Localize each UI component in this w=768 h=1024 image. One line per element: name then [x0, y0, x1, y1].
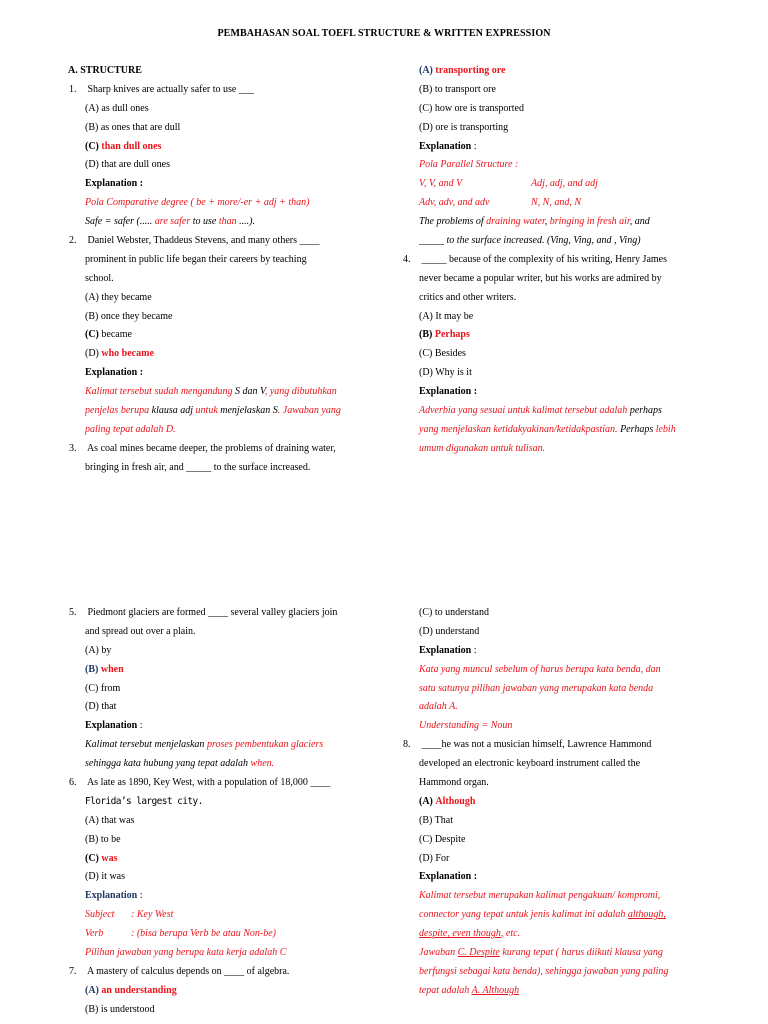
- q6-stem-line: Florida’s largest city.: [85, 795, 203, 807]
- text-span: A. Although: [471, 984, 520, 996]
- q2-option-c: [56, 326, 374, 345]
- text-span: Safe = safer (.....: [85, 216, 155, 228]
- q6-explanation-line: Pilihan jawaban yang berupa kata kerja adalah C: [85, 947, 287, 959]
- q8-explanation-line: [390, 982, 715, 1001]
- text-span: an understanding: [101, 984, 177, 996]
- text-span: penjelas berupa: [85, 405, 152, 417]
- text-span: Kalimat tersebut menjelaskan: [85, 739, 207, 751]
- page-title: PEMBAHASAN SOAL TOEFL STRUCTURE & WRITTEN EXPRESSION: [217, 28, 551, 39]
- q8-option-c: (C) Despite: [419, 833, 466, 845]
- q3-option-a: [390, 62, 715, 81]
- q7-explanation-heading: [390, 642, 715, 661]
- q6-explanation-heading: [56, 887, 374, 906]
- text-span: , yang dibutuhkan: [264, 386, 337, 398]
- text-span: V, V, and V: [419, 178, 463, 190]
- q5-option-a: (A) by: [85, 644, 112, 656]
- text-span: menjelaskan S: [220, 405, 278, 417]
- section-heading: [56, 62, 374, 81]
- text-span: , and: [629, 216, 650, 228]
- q4-explanation-heading: Explanation :: [419, 386, 478, 398]
- text-span: :: [471, 644, 477, 656]
- q2-option-b: (B) once they became: [85, 310, 173, 322]
- q4-explanation-line: umum digunakan untuk tulisan.: [419, 442, 546, 454]
- left-column-top: [56, 62, 374, 478]
- q7-explanation-line: satu satunya pilihan jawaban yang merupakan kata benda: [419, 682, 654, 694]
- text-span: The problems of: [419, 216, 487, 228]
- text-span: yang menjelaskan ketidakyakinan/ketidakpastian.: [419, 423, 618, 435]
- q3-explanation-line: _____ to the surface increased. (Ving, Ving, and , Ving): [419, 235, 641, 247]
- q1-text: Sharp knives are actually safer to use ___: [87, 83, 254, 95]
- text-span: proses pembentukan glaciers: [206, 739, 324, 751]
- q4-stem: [390, 251, 715, 270]
- q7-option-c: (C) to understand: [419, 607, 489, 618]
- text-span: (B): [85, 663, 99, 675]
- text-span: (A): [419, 65, 433, 76]
- text-span: ____he was not a musician himself, Lawrence Hammond: [421, 739, 652, 751]
- text-span: :: [471, 140, 477, 152]
- q5-explanation-heading: [56, 717, 374, 736]
- text-span: Subject: [85, 909, 115, 921]
- q1-option-a: (A) as dull ones: [85, 102, 149, 114]
- text-span: bringing in fresh air: [549, 216, 630, 228]
- q1-stem: [56, 81, 374, 100]
- text-span: (A): [85, 984, 99, 996]
- q7-option-a: [56, 982, 374, 1001]
- q3-explanation-line: [390, 194, 715, 213]
- text-span: tepat adalah: [419, 984, 472, 996]
- text-span: Although: [435, 795, 476, 807]
- text-span: Adv, adv, and adv: [419, 197, 490, 209]
- q6-explanation-line: [56, 925, 374, 944]
- text-span: . Jawaban yang: [277, 405, 341, 417]
- q2-number: 2.: [69, 235, 77, 247]
- q8-option-b: (B) That: [419, 814, 453, 826]
- q4-number: 4.: [403, 253, 411, 265]
- text-span: (A): [419, 795, 433, 807]
- text-span: perhaps: [629, 405, 662, 417]
- q6-number: 6.: [69, 777, 77, 789]
- q8-explanation-line: Kalimat tersebut merupakan kalimat pengakuan/ kompromi,: [419, 890, 661, 902]
- q8-explanation-heading: Explanation :: [419, 871, 478, 883]
- text-span: N, N, and, N: [531, 197, 582, 209]
- q4-option-c: (C) Besides: [419, 348, 466, 360]
- q3-option-d: (D) ore is transporting: [419, 121, 509, 133]
- text-span: A mastery of calculus depends on ____ of algebra.: [86, 965, 290, 977]
- text-span: , etc.: [500, 928, 521, 940]
- text-span: kurang tepat ( harus diikuti klausa yang: [499, 947, 663, 959]
- text-span: are safer: [154, 216, 191, 228]
- text-span: : Key West: [131, 909, 174, 921]
- q4-option-b: [390, 326, 715, 345]
- text-span: draining water: [486, 216, 545, 228]
- q1-option-b: (B) as ones that are dull: [85, 121, 181, 133]
- q8-explanation-line: [390, 944, 715, 963]
- text-span: lebih: [655, 423, 676, 435]
- text-span: became: [98, 329, 132, 341]
- q2-stem-line: prominent in public life began their careers by teaching: [85, 253, 307, 265]
- text-span: Explanation: [85, 890, 138, 902]
- text-span: ,: [544, 216, 550, 228]
- q5-option-d: (D) that: [85, 701, 117, 713]
- q1-option-c: [56, 138, 374, 157]
- text-span: when: [100, 663, 124, 675]
- text-span: than: [218, 216, 237, 228]
- text-span: _____ because of the complexity of his writing, Henry James: [421, 253, 667, 265]
- q2-stem-line: school.: [85, 272, 114, 284]
- text-span: (C): [85, 852, 99, 864]
- q3-number: 3.: [69, 442, 77, 454]
- q8-option-d: (D) For: [419, 852, 450, 864]
- q8-stem: [390, 736, 715, 755]
- text-span: : (bisa berupa Verb be atau Non-be): [131, 928, 276, 940]
- q4-option-d: (D) Why is it: [419, 367, 472, 379]
- text-span: ....).: [236, 216, 255, 228]
- q3-stem-line: bringing in fresh air, and _____ to the surface increased.: [85, 461, 311, 473]
- q8-option-a: [390, 793, 715, 812]
- text-span: when.: [250, 758, 275, 770]
- text-span: Explanation: [85, 720, 138, 732]
- q3-option-c: (C) how ore is transported: [419, 102, 524, 114]
- q5-number: 5.: [69, 607, 77, 618]
- q1-explanation-line: [56, 213, 374, 232]
- q8-stem-line: developed an electronic keyboard instrument called the: [419, 758, 641, 770]
- text-span: Daniel Webster, Thaddeus Stevens, and many others ____: [87, 235, 320, 247]
- q1-option-d: (D) that are dull ones: [85, 159, 170, 171]
- text-span: (D): [85, 348, 102, 360]
- q7-explanation-line: Understanding = Noun: [419, 720, 513, 732]
- text-span: As late as 1890, Key West, with a population of 18,000 ____: [86, 777, 331, 789]
- q7-stem: [56, 963, 374, 982]
- q5-stem: [56, 604, 374, 623]
- text-span: transporting ore: [435, 65, 506, 76]
- text-span: although,: [627, 909, 666, 921]
- text-span: S: [235, 386, 240, 398]
- q1-number: 1.: [69, 83, 77, 95]
- q2-option-d: [56, 345, 374, 364]
- text-span: untuk: [193, 405, 221, 417]
- q8-explanation-line: [390, 925, 715, 944]
- q6-explanation-line: [56, 906, 374, 925]
- q6-option-b: (B) to be: [85, 833, 121, 845]
- text-span: sehingga kata hubung yang tepat adalah: [85, 758, 251, 770]
- text-span: Perhaps: [617, 423, 656, 435]
- text-span: Adj, adj, and adj: [531, 178, 598, 190]
- text-span: As coal mines became deeper, the problems of draining water,: [86, 442, 336, 454]
- q7-option-d: (D) understand: [419, 625, 480, 637]
- q8-stem-line: Hammond organ.: [419, 777, 489, 789]
- q5-explanation-line: [56, 736, 374, 755]
- q8-explanation-line: [390, 906, 715, 925]
- text-span: who became: [101, 348, 154, 360]
- q7-option-b: (B) is understood: [85, 1003, 155, 1015]
- q4-explanation-line: [390, 421, 715, 440]
- q1-explanation-heading: Explanation :: [85, 178, 144, 190]
- text-span: Adverbia yang sesuai untuk kalimat tersebut adalah: [419, 405, 630, 417]
- q2-explanation-heading: Explanation :: [85, 367, 144, 379]
- text-span: connector yang tepat untuk jenis kalimat ini adalah: [419, 909, 628, 921]
- q2-explanation-line: paling tepat adalah D.: [85, 423, 176, 435]
- q2-explanation-line: [56, 383, 374, 402]
- q6-stem: [56, 774, 374, 793]
- q4-explanation-line: [390, 402, 715, 421]
- q1-option-c-label: (C): [85, 140, 99, 152]
- q2-explanation-line: [56, 402, 374, 421]
- q5-option-c: (C) from: [85, 682, 121, 694]
- q6-option-c: [56, 850, 374, 869]
- right-column-top: [390, 62, 715, 459]
- right-column-bottom: [390, 604, 715, 1001]
- q3-explanation-line: [390, 213, 715, 232]
- q2-option-a: (A) they became: [85, 291, 152, 303]
- text-span: C. Despite: [457, 947, 500, 959]
- q3-explanation-line: Pola Parallel Structure :: [419, 159, 519, 171]
- q4-option-a: (A) It may be: [419, 310, 474, 322]
- q6-option-a: (A) that was: [85, 814, 135, 826]
- q5-option-b: [56, 661, 374, 680]
- text-span: Piedmont glaciers are formed ____ several valley glaciers join: [87, 607, 338, 618]
- text-span: (C): [85, 329, 99, 341]
- q4-stem-line: critics and other writers.: [419, 291, 517, 303]
- text-span: to use: [190, 216, 219, 228]
- q7-explanation-line: adalah A.: [419, 701, 458, 713]
- q4-stem-line: never became a popular writer, but his works are admired by: [419, 272, 662, 284]
- text-span: Jawaban: [419, 947, 458, 959]
- q5-explanation-line: [56, 755, 374, 774]
- q8-explanation-line: berfungsi sebagai kata benda), sehingga jawaban yang paling: [419, 965, 669, 977]
- q7-explanation-line: Kata yang muncul sebelum of harus berupa kata benda, dan: [419, 663, 661, 675]
- q1-explanation-line: Pola Comparative degree ( be + more/-er + adj + than): [85, 197, 310, 209]
- section-a-label: A. STRUCTURE: [68, 65, 142, 76]
- left-column-bottom: [56, 604, 374, 1020]
- text-span: Explanation: [419, 644, 472, 656]
- text-span: Explanation: [419, 140, 472, 152]
- q7-number: 7.: [69, 965, 77, 977]
- text-span: :: [137, 890, 143, 902]
- text-span: Kalimat tersebut sudah mengandung: [85, 386, 235, 398]
- q3-explanation-line: [390, 175, 715, 194]
- text-span: was: [101, 852, 118, 864]
- q8-number: 8.: [403, 739, 411, 751]
- q3-stem: [56, 440, 374, 459]
- text-span: V: [260, 386, 265, 398]
- text-span: Perhaps: [434, 329, 470, 341]
- q3-explanation-heading: [390, 138, 715, 157]
- q5-stem-line: and spread out over a plain.: [85, 625, 196, 637]
- q6-option-d: (D) it was: [85, 871, 125, 883]
- text-span: :: [137, 720, 143, 732]
- text-span: despite, even though: [419, 928, 501, 940]
- q1-option-c-text: than dull ones: [101, 140, 162, 152]
- text-span: klausa adj: [151, 405, 194, 417]
- text-span: (B): [419, 329, 433, 341]
- text-span: dan: [240, 386, 260, 398]
- q3-option-b: (B) to transport ore: [419, 83, 496, 95]
- q2-stem: [56, 232, 374, 251]
- text-span: Verb: [85, 928, 104, 940]
